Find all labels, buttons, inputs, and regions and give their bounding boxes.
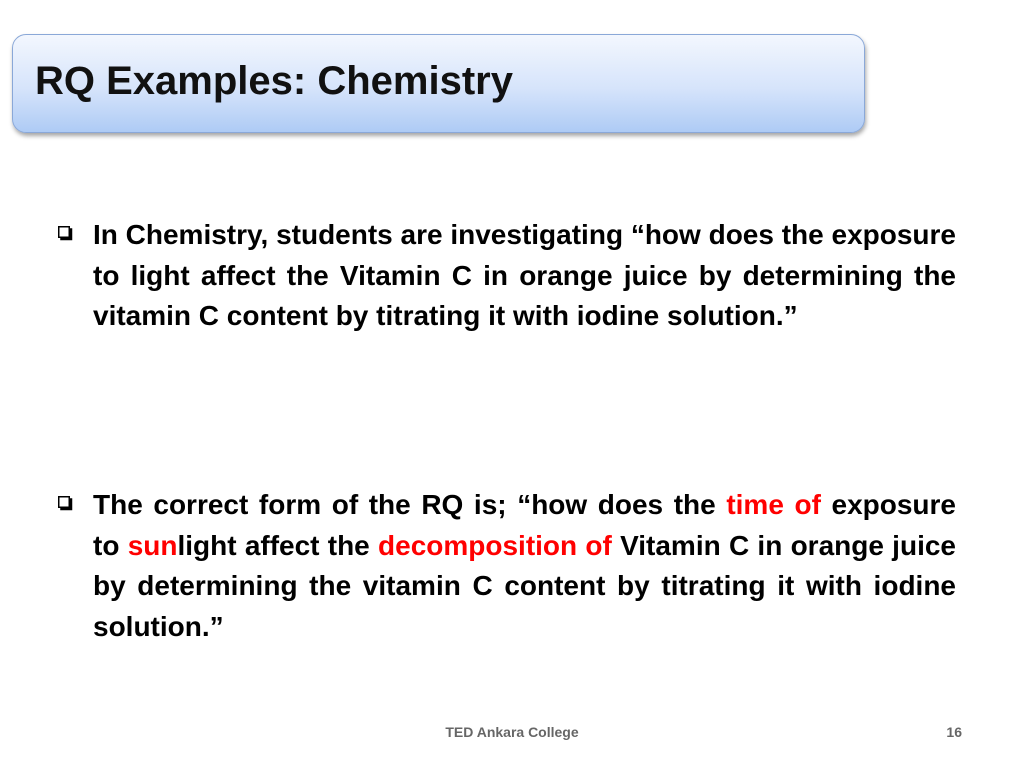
hollow-square-bullet-icon [58, 226, 70, 238]
title-banner [12, 34, 865, 133]
slide-title: RQ Examples: Chemistry [35, 59, 513, 103]
emphasis-decomposition-of: decomposition of [378, 529, 612, 561]
segment-plain: exposure to [93, 489, 956, 561]
bullet-item-1 [56, 215, 956, 337]
footer-text: TED Ankara College [445, 724, 579, 740]
hollow-square-bullet-icon [58, 496, 70, 508]
bullet-item-2 [56, 485, 956, 647]
emphasis-sun: sun [127, 529, 178, 561]
segment-plain: Vitamin C in orange juice by determining the vitamin C content by titrating it with iodine solution.” [93, 529, 956, 642]
page-number: 16 [946, 724, 962, 740]
bullet-text-2 [93, 485, 956, 647]
segment-plain: The correct form of the RQ is; “how does the [93, 489, 727, 520]
segment-plain: light affect the [177, 529, 379, 561]
bullet-text-1: In Chemistry, students are investigating “how does the exposure to light affect the Vitamin C in orange juice by determining the vitamin C content by titrating it with iodine solution.” [93, 219, 956, 331]
emphasis-time-of: time of [726, 489, 821, 520]
